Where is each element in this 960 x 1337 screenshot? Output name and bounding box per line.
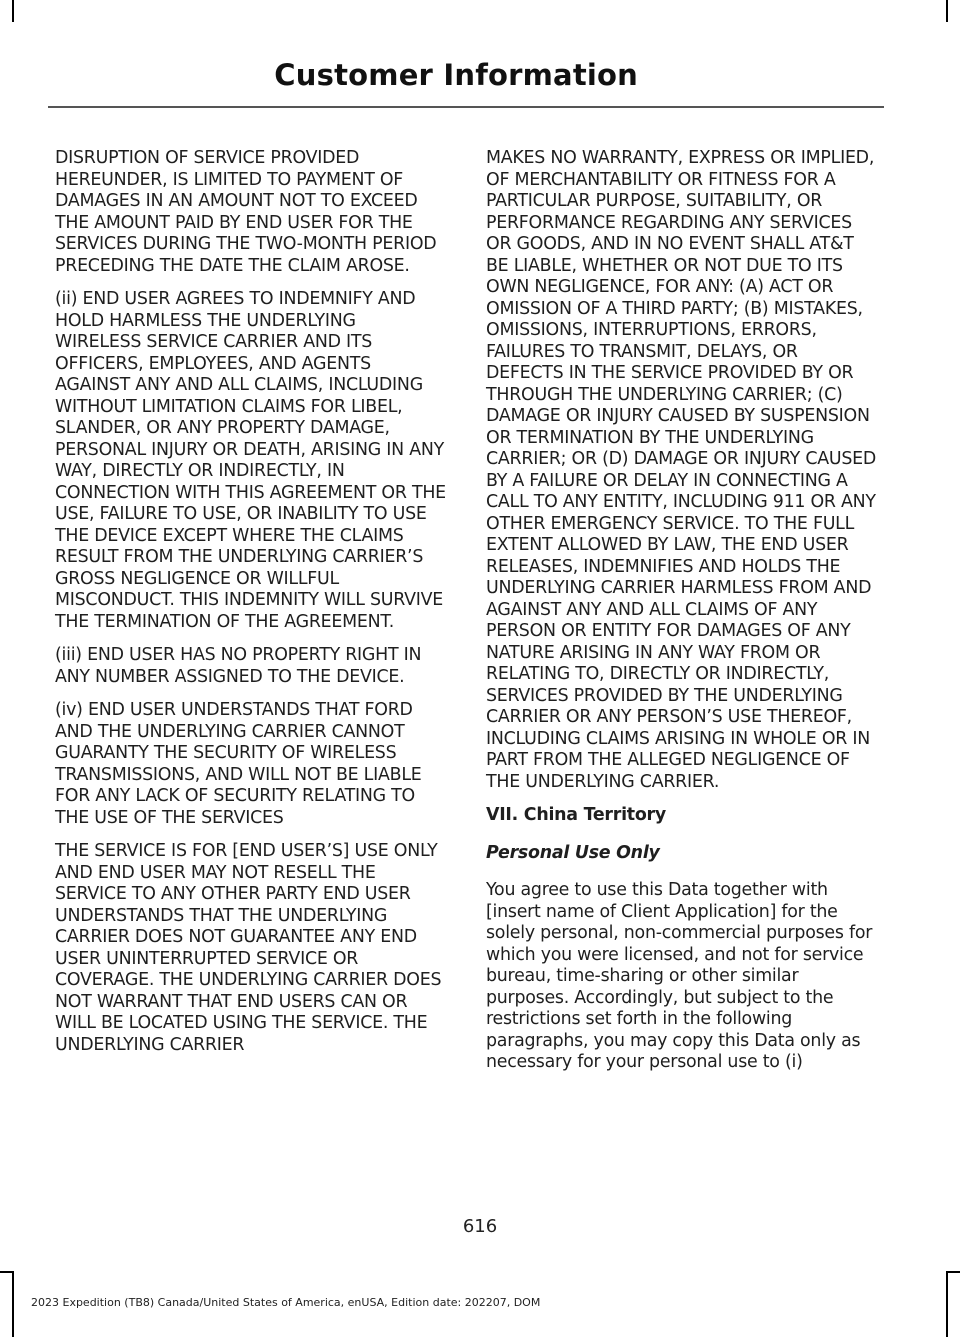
paragraph: (iv) END USER UNDERSTANDS THAT FORD AND THE UNDERLYING CARRIER CANNOT GUARANTY THE SECURITY OF WIRELESS TRANSMISSIONS, AND WILL NOT BE LIABLE FOR ANY LACK OF SECURITY RELATING TO THE USE OF THE SERVICES bbox=[55, 700, 422, 828]
paragraph: You agree to use this Data together with [insert name of Client Application] for the solely personal, non-commercial purposes for which you were licensed, and not for service bureau, time-sharing or other similar purposes. Accordingly, but subject to the restrictions set forth in the following paragraphs, you may copy this Data only as necessary for your personal use to (i) bbox=[486, 880, 873, 1072]
crop-mark-bottom-right-vertical bbox=[946, 1271, 948, 1337]
left-column bbox=[55, 148, 447, 1068]
section-heading: VII. China Territory bbox=[486, 805, 666, 825]
paragraph: MAKES NO WARRANTY, EXPRESS OR IMPLIED, OF MERCHANTABILITY OR FITNESS FOR A PARTICULAR PURPOSE, SUITABILITY, OR PERFORMANCE REGARDING ANY SERVICES OR GOODS, AND IN NO EVENT SHALL AT&T BE LIABLE, WHETHER OR NOT DUE TO ITS OWN NEGLIGENCE, FOR ANY: (A) ACT OR OMISSION OF A THIRD PARTY; (B) MISTAKES, OMISSIONS, INTERRUPTIONS, ERRORS, FAILURES TO TRANSMIT, DELAYS, OR DEFECTS IN THE SERVICE PROVIDED BY OR THROUGH THE UNDERLYING CARRIER; (C) DAMAGE OR INJURY CAUSED BY SUSPENSION OR TERMINATION BY THE UNDERLYING CARRIER; OR (D) DAMAGE OR INJURY CAUSED BY A FAILURE OR DELAY IN CONNECTING A CALL TO ANY ENTITY, INCLUDING 911 OR ANY OTHER EMERGENCY SERVICE. TO THE FULL EXTENT ALLOWED BY LAW, THE END USER RELEASES, INDEMNIFIES AND HOLDS THE UNDERLYING CARRIER HARMLESS FROM AND AGAINST ANY AND ALL CLAIMS OF ANY PERSON OR ENTITY FOR DAMAGES OF ANY NATURE ARISING IN ANY WAY FROM OR RELATING TO, DIRECTLY OR INDIRECTLY, SERVICES PROVIDED BY THE UNDERLYING CARRIER OR ANY PERSON’S USE THEREOF, INCLUDING CLAIMS ARISING IN WHOLE OR IN PART FROM THE ALLEGED NEGLIGENCE OF THE UNDERLYING CARRIER. bbox=[486, 148, 877, 792]
crop-mark-bottom-left-horizontal bbox=[0, 1271, 14, 1273]
header-rule bbox=[48, 106, 884, 108]
paragraph: THE SERVICE IS FOR [END USER’S] USE ONLY AND END USER MAY NOT RESELL THE SERVICE TO ANY OTHER PARTY END USER UNDERSTANDS THAT THE UNDERLYING CARRIER DOES NOT GUARANTEE ANY END USER UNINTERRUPTED SERVICE OR COVERAGE. THE UNDERLYING CARRIER DOES NOT WARRANT THAT END USERS CAN OR WILL BE LOCATED USING THE SERVICE. THE UNDERLYING CARRIER bbox=[55, 841, 442, 1055]
crop-mark-top-left bbox=[12, 0, 14, 22]
crop-mark-bottom-right-horizontal bbox=[946, 1271, 960, 1273]
paragraph: DISRUPTION OF SERVICE PROVIDED HEREUNDER, IS LIMITED TO PAYMENT OF DAMAGES IN AN AMOUNT NOT TO EXCEED THE AMOUNT PAID BY END USER FOR THE SERVICES DURING THE TWO-MONTH PERIOD PRECEDING THE DATE THE CLAIM AROSE. bbox=[55, 148, 437, 276]
subheading: Personal Use Only bbox=[486, 842, 660, 863]
crop-mark-bottom-left-vertical bbox=[12, 1271, 14, 1337]
footer-text: 2023 Expedition (TB8) Canada/United States of America, enUSA, Edition date: 202207, DOM bbox=[31, 1296, 541, 1309]
crop-mark-top-right bbox=[946, 0, 948, 22]
paragraph: (ii) END USER AGREES TO INDEMNIFY AND HOLD HARMLESS THE UNDERLYING WIRELESS SERVICE CARRIER AND ITS OFFICERS, EMPLOYEES, AND AGENTS AGAINST ANY AND ALL CLAIMS, INCLUDING WITHOUT LIMITATION CLAIMS FOR LIBEL, SLANDER, OR ANY PROPERTY DAMAGE, PERSONAL INJURY OR DEATH, ARISING IN ANY WAY, DIRECTLY OR INDIRECTLY, IN CONNECTION WITH THIS AGREEMENT OR THE USE, FAILURE TO USE, OR INABILITY TO USE THE DEVICE EXCEPT WHERE THE CLAIMS RESULT FROM THE UNDERLYING CARRIER’S GROSS NEGLIGENCE OR WILLFUL MISCONDUCT. THIS INDEMNITY WILL SURVIVE THE TERMINATION OF THE AGREEMENT. bbox=[55, 289, 446, 632]
paragraph: (iii) END USER HAS NO PROPERTY RIGHT IN ANY NUMBER ASSIGNED TO THE DEVICE. bbox=[55, 645, 422, 687]
page-number: 616 bbox=[462, 1216, 498, 1237]
right-column bbox=[486, 148, 878, 1086]
page-title: Customer Information bbox=[274, 58, 638, 92]
